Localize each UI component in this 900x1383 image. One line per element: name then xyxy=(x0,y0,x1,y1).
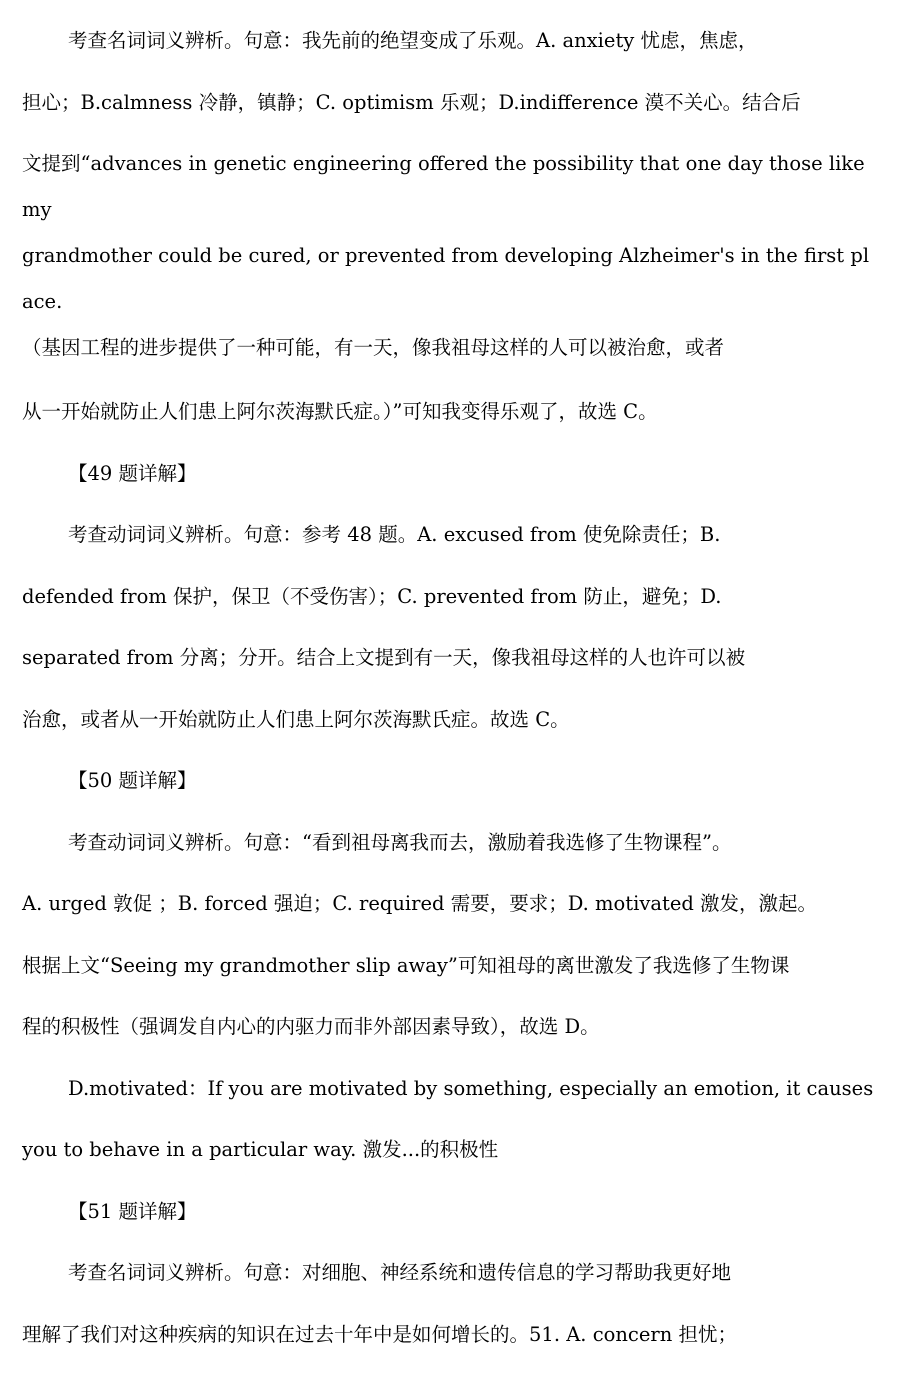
text-line: 考查名词词义辨析。句意：我先前的绝望变成了乐观。A. anxiety 忧虑，焦虑， xyxy=(68,29,758,52)
paragraph-q50-explanation xyxy=(22,812,878,1058)
text-line: （基因工程的进步提供了一种可能，有一天，像我祖母这样的人可以被治愈，或者 xyxy=(22,336,725,359)
text-line: grandmother could be cured, or prevented from developing Alzheimer's in the first place. xyxy=(22,244,870,313)
text-line: 考查动词词义辨析。句意：参考 48 题。A. excused from 使免除责任；B. xyxy=(68,523,721,546)
paragraph-q51-explanation xyxy=(22,1242,878,1365)
text-line: 从一开始就防止人们患上阿尔茨海默氏症。）”可知我变得乐观了，故选 C。 xyxy=(22,400,658,423)
text-line: 考查动词词义辨析。句意：“看到祖母离我而去，激励着我选修了生物课程”。 xyxy=(68,830,732,854)
paragraph-q49-explanation xyxy=(22,504,878,750)
text-line: D.motivated：If you are motivated by something, especially an emotion, it causes xyxy=(68,1076,874,1100)
heading-q51: 【51 题详解】 xyxy=(68,1199,197,1223)
text-line: 担心；B.calmness 冷静，镇静；C. optimism 乐观；D.indifference 漠不关心。结合后 xyxy=(22,90,801,114)
paragraph-motivated-definition xyxy=(22,1058,878,1181)
text-line: defended from 保护，保卫（不受伤害）；C. prevented from 防止，避免；D. xyxy=(22,584,722,608)
text-line: A. urged 敦促 ；B. forced 强迫；C. required 需要，要求；D. motivated 激发，激起。 xyxy=(22,892,818,915)
text-line: separated from 分离；分开。结合上文提到有一天，像我祖母这样的人也许可以被 xyxy=(22,646,746,669)
heading-q49: 【49 题详解】 xyxy=(68,461,197,485)
text-line: 根据上文“Seeing my grandmother slip away”可知祖母的离世激发了我选修了生物课 xyxy=(22,953,790,977)
text-line: 理解了我们对这种疾病的知识在过去十年中是如何增长的。51. A. concern 担忧； xyxy=(22,1322,737,1346)
heading-q50: 【50 题详解】 xyxy=(68,769,197,792)
text-line: 治愈，或者从一开始就防止人们患上阿尔茨海默氏症。故选 C。 xyxy=(22,707,570,731)
text-line: 文提到“advances in genetic engineering offered the possibility that one day those like my xyxy=(22,152,865,221)
text-line: 程的积极性（强调发自内心的内驱力而非外部因素导致），故选 D。 xyxy=(22,1015,600,1038)
paragraph-q48-explanation xyxy=(22,10,878,443)
text-line: 考查名词词义辨析。句意：对细胞、神经系统和遗传信息的学习帮助我更好地 xyxy=(68,1261,732,1284)
text-line: you to behave in a particular way. 激发...的积极性 xyxy=(22,1138,499,1161)
